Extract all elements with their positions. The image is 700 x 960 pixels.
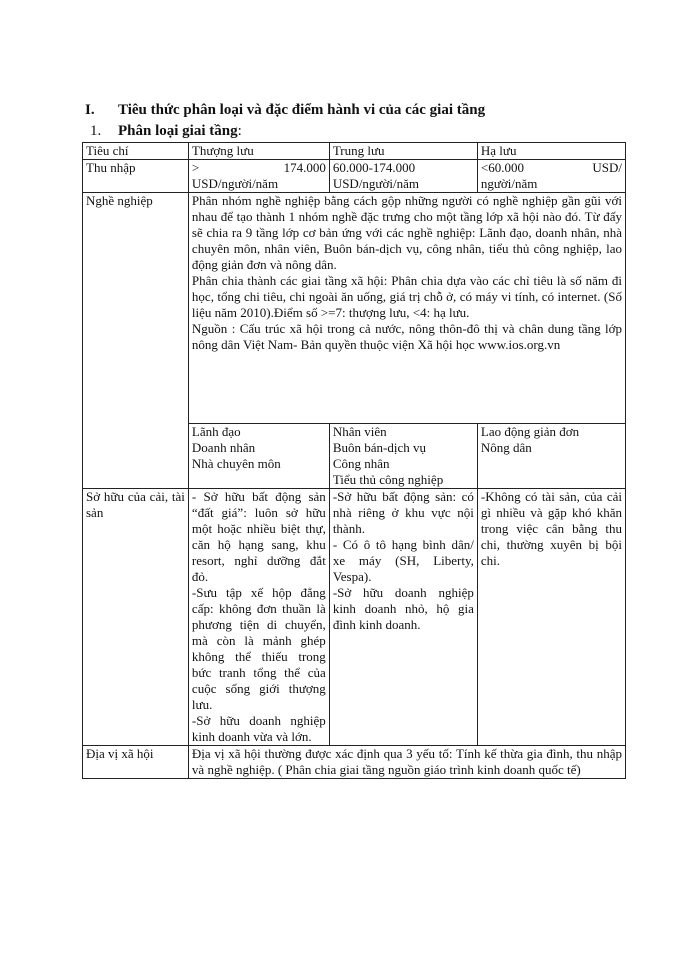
- income-middle-range: 60.000-174.000: [332, 160, 416, 175]
- section-heading: [85, 102, 485, 119]
- income-lower: [477, 160, 625, 193]
- occupation-middle-groups: [329, 424, 477, 489]
- list-item: -Sưu tập xế hộp đẳng cấp: không đơn thuần là phương tiện di chuyển, mà còn là mảnh ghép không thể thiếu trong bức tranh tổng thể của cuộc sống giới thượng lưu.: [191, 585, 326, 712]
- subsection-number: 1.: [90, 123, 102, 139]
- income-lower-unit-a: USD/: [592, 160, 622, 175]
- income-upper-prefix: >: [191, 160, 200, 175]
- list-item: Lãnh đạo: [191, 424, 241, 439]
- status-description: Địa vị xã hội thường được xác định qua 3 yếu tố: Tính kế thừa gia đình, thu nhập và nghề nghiệp. ( Phân chia giai tầng nguồn giáo trình kinh doanh quốc tế): [188, 746, 625, 779]
- income-upper-unit: USD/người/năm: [191, 176, 279, 191]
- list-item: Doanh nhân: [191, 440, 256, 455]
- section-number: I.: [85, 102, 95, 118]
- occupation-row: [83, 193, 626, 424]
- list-item: Lao động giản đơn: [480, 424, 580, 439]
- occupation-source: Nguồn : Cấu trúc xã hội trong cả nước, nông thôn-đô thị và chân dung tầng lớp nông dân Việt Nam- Bản quyền thuộc viện Xã hội học www.ios.org.vn: [191, 321, 622, 352]
- status-label: Địa vị xã hội: [83, 746, 189, 779]
- header-middle-class: Trung lưu: [329, 143, 477, 160]
- list-item: Nông dân: [480, 440, 532, 455]
- assets-lower: [477, 489, 625, 746]
- list-item: Nhân viên: [332, 424, 387, 439]
- list-item: -Sở hữu doanh nghiệp kinh doanh vừa và lớn.: [191, 713, 326, 744]
- occupation-upper-groups: [188, 424, 329, 489]
- list-item: - Sở hữu bất động sản “đất giá”: luôn sở hữu một hoặc nhiều biệt thự, căn hộ hạng sang, khu resort, nghỉ dưỡng đắt đỏ.: [191, 489, 326, 584]
- list-item: -Sở hữu doanh nghiệp kinh doanh nhỏ, hộ gia đình kinh doanh.: [332, 585, 474, 632]
- header-upper-class: Thượng lưu: [188, 143, 329, 160]
- header-lower-class: Hạ lưu: [477, 143, 625, 160]
- table-header-row: [83, 143, 626, 160]
- occupation-label: Nghề nghiệp: [83, 193, 189, 489]
- occupation-description: [188, 193, 625, 424]
- list-item: Nhà chuyên môn: [191, 456, 281, 471]
- income-middle: [329, 160, 477, 193]
- income-lower-line: [481, 160, 622, 176]
- occupation-lower-groups: [477, 424, 625, 489]
- list-item: Công nhân: [332, 456, 390, 471]
- income-lower-value: <60.000: [480, 160, 524, 175]
- assets-label: Sở hữu của cải, tài sản: [83, 489, 189, 746]
- income-upper-line: [192, 160, 326, 176]
- assets-upper: [188, 489, 329, 746]
- subsection-colon: :: [237, 123, 242, 139]
- header-criteria: Tiêu chí: [83, 143, 189, 160]
- income-label: Thu nhập: [83, 160, 189, 193]
- subsection-title: Phân loại giai tầng: [118, 123, 238, 139]
- assets-row: [83, 489, 626, 746]
- income-row: [83, 160, 626, 193]
- list-item: Buôn bán-dịch vụ: [332, 440, 426, 455]
- subsection-heading: [90, 123, 242, 140]
- list-item: - Có ô tô hạng bình dân/ xe máy (SH, Liberty, Vespa).: [332, 537, 474, 584]
- list-item: -Sở hữu bất động sản: có nhà riêng ở khu vực nội thành.: [332, 489, 474, 536]
- income-upper-value: 174.000: [283, 160, 326, 175]
- assets-middle: [329, 489, 477, 746]
- occupation-para-2: Phân chia thành các giai tầng xã hội: Phân chia dựa vào các chỉ tiêu là số năm đi học, tổng chi tiêu, chi ngoài ăn uống, giá trị chỗ ở, có máy vi tính, có internet. (Số liệu năm 2010).Điểm số >=7: thượng lưu, <4: hạ lưu.: [191, 273, 622, 320]
- list-item: -Không có tài sản, của cải gì nhiều và gặp khó khăn trong việc cân bằng thu chi, thường xuyên bị bội chi.: [480, 489, 622, 568]
- income-upper: [188, 160, 329, 193]
- status-row: [83, 746, 626, 779]
- section-title: Tiêu thức phân loại và đặc điểm hành vi của các giai tầng: [118, 102, 486, 118]
- list-item: Tiểu thủ công nghiệp: [332, 472, 444, 487]
- income-middle-unit: USD/người/năm: [332, 176, 419, 191]
- income-lower-unit-b: người/năm: [480, 176, 538, 191]
- occupation-para-1: Phân nhóm nghề nghiệp bằng cách gộp những người có nghề nghiệp gần gũi với nhau để tạo thành 1 nhóm nghề đặc trưng cho một tầng lớp xã hội nào đó. Từ đấy sẽ chia ra 9 tầng lớp cơ bản ứng với các nghề nghiệp: Lãnh đạo, doanh nhân, nhà chuyên môn, nhân viên, Buôn bán-dịch vụ, công nhân, tiểu thủ công nghiệp, lao động giản đơn và nông dân.: [191, 193, 622, 272]
- classification-table: [82, 142, 626, 779]
